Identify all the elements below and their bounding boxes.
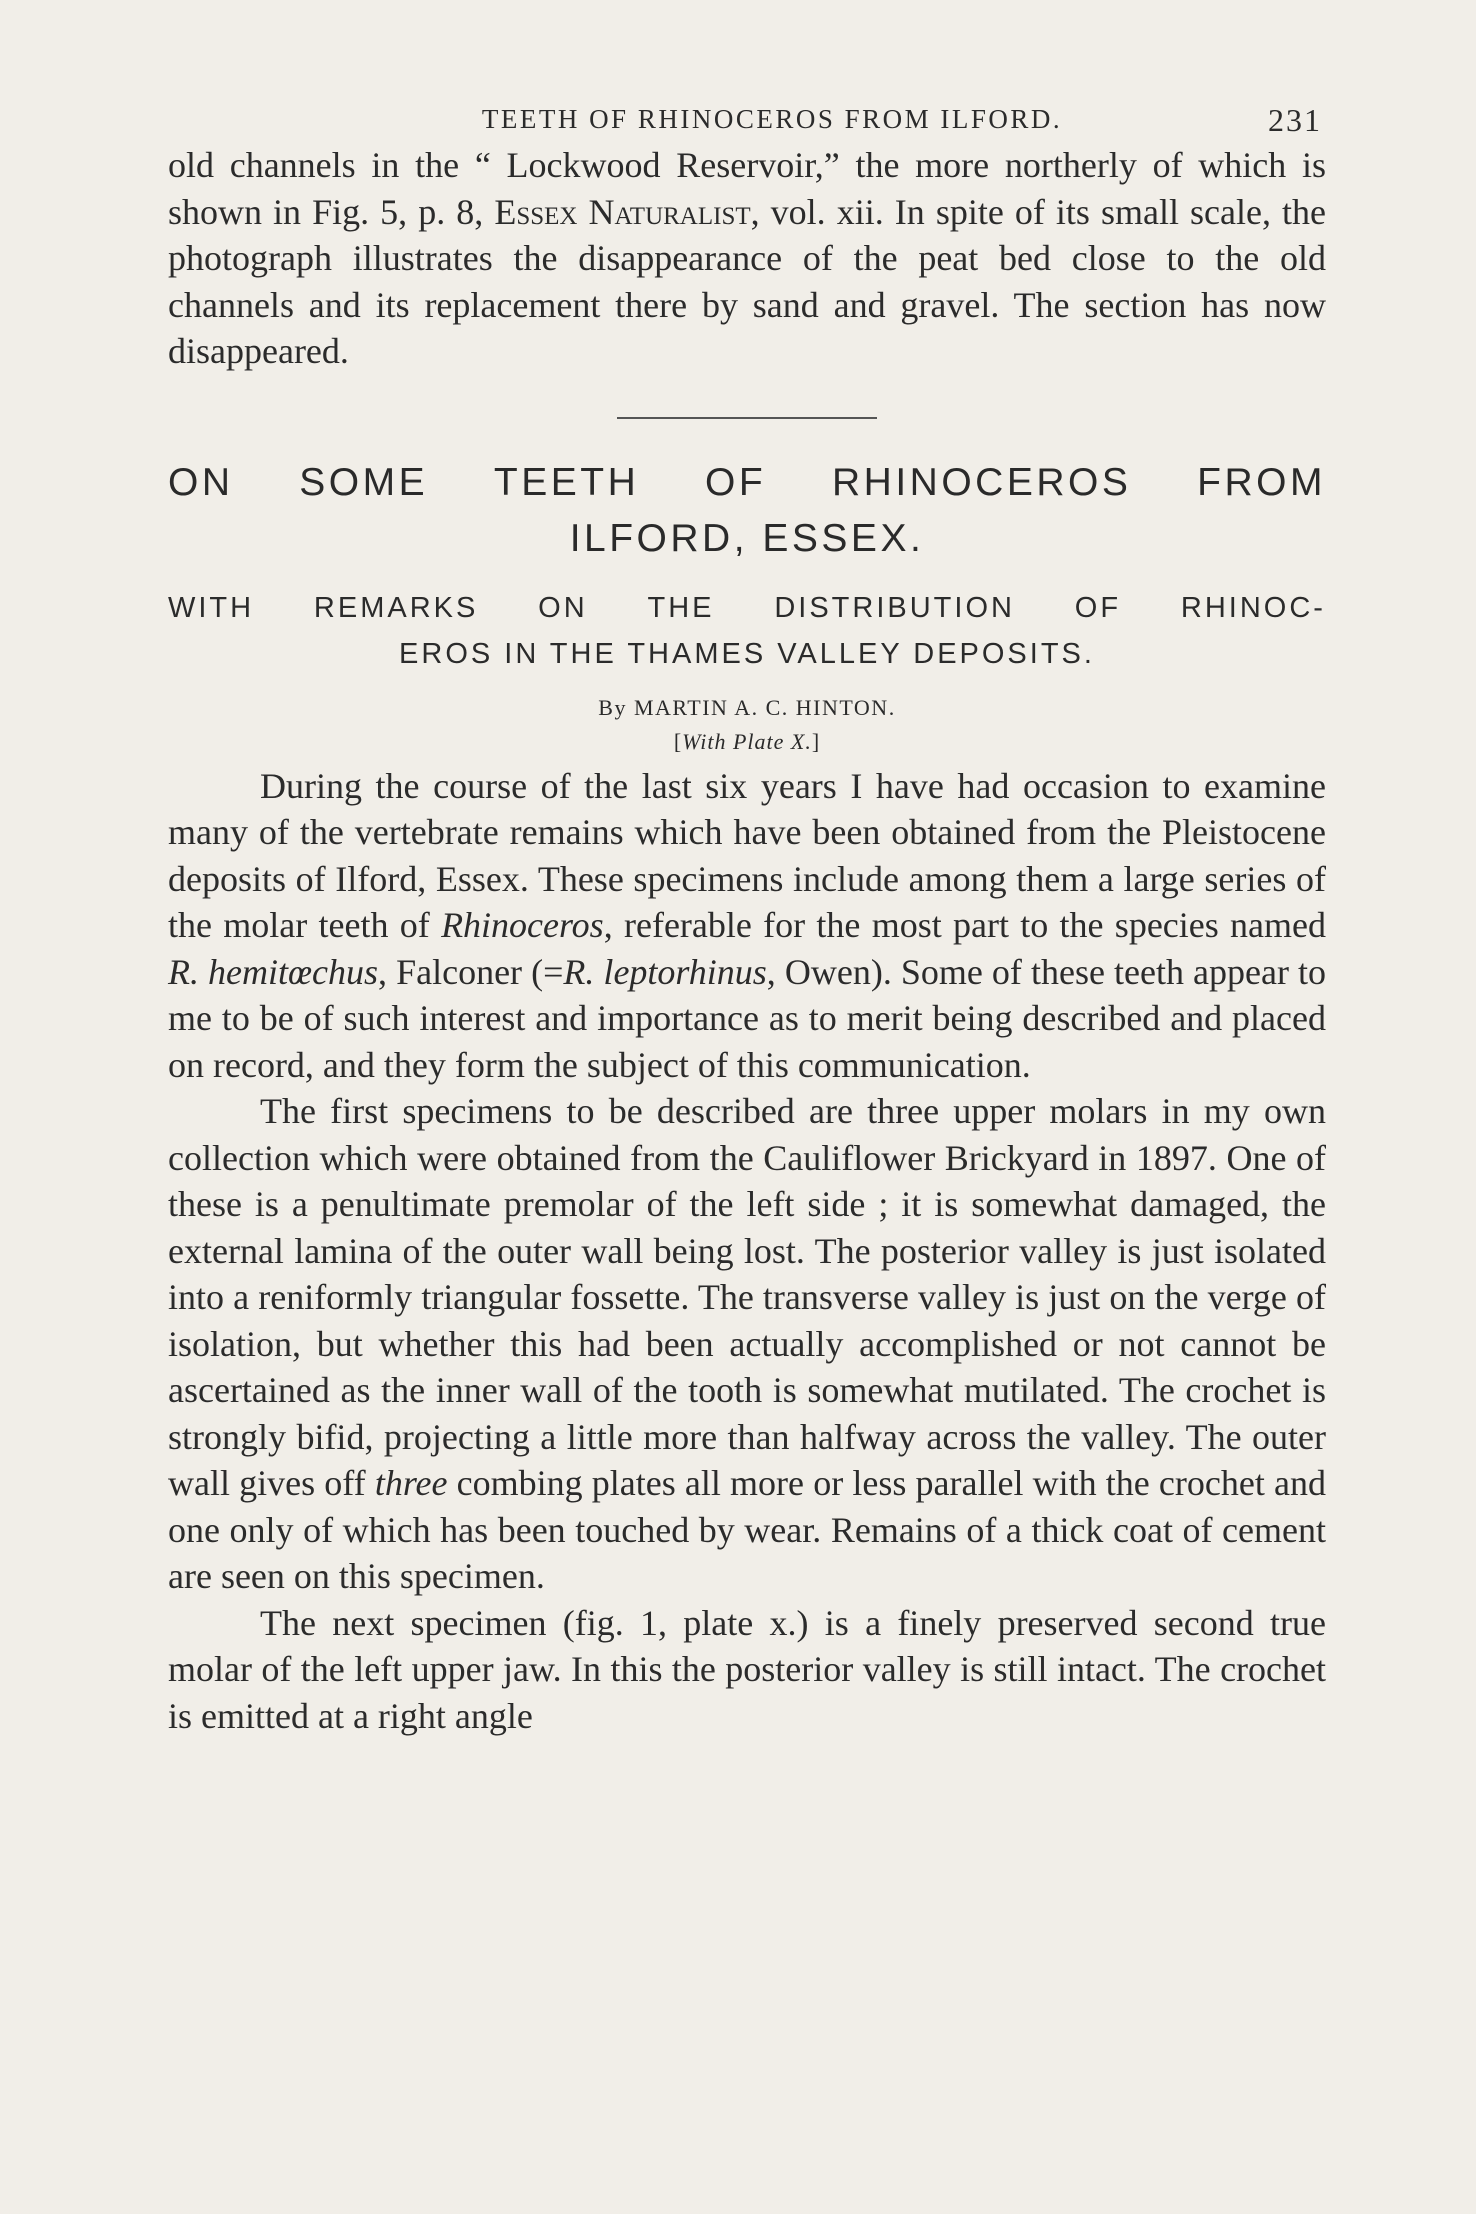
running-title: TEETH OF RHINOCEROS FROM ILFORD.	[481, 104, 1063, 134]
intro-paragraph	[168, 142, 1326, 375]
article-body	[168, 763, 1326, 1740]
plate-note-text: With Plate X.	[682, 728, 812, 754]
emphasis-three: three	[374, 1463, 448, 1503]
subtitle-line-1	[168, 585, 1326, 631]
subtitle-word: RHINOC-	[1180, 591, 1326, 624]
intro-line-2-end: , vol. xii.	[750, 191, 884, 232]
subtitle-word: REMARKS	[313, 591, 479, 624]
p1-text-b: , referable for the most part to the species named	[603, 905, 1327, 945]
plate-open-bracket: [	[673, 728, 683, 754]
journal-name: Essex Naturalist	[494, 191, 751, 232]
plate-close-bracket: ]	[811, 728, 821, 754]
paragraph-3: The next specimen (fig. 1, plate x.) is a finely preserved second true molar of the left upper jaw. In this the posterior valley is still intact. The crochet is emitted at a right angle	[168, 1602, 1326, 1736]
section-divider	[617, 417, 877, 419]
genus-name: Rhinoceros	[441, 905, 604, 945]
subtitle-word: DISTRIBUTION	[774, 591, 1015, 624]
p1-text-c: , Falconer (=	[378, 951, 564, 992]
intro-line-2: of which is shown in Fig. 5, p. 8,	[168, 145, 1327, 232]
article-subtitle	[168, 585, 1326, 677]
species-name-2: R. leptorhinus	[563, 951, 767, 992]
p2-text-b: combing plates all more or less parallel with the crochet and one only of which has been touched by wear. Remains of a thick coat of cement are seen on this specimen.	[168, 1463, 1327, 1596]
intro-line-1: old channels in the “ Lockwood Reservoir,” the more northerly	[168, 145, 1137, 185]
paragraph-1	[168, 763, 1326, 1089]
byline-prefix: By	[598, 694, 627, 720]
p2-text-a: The first specimens to be described are three upper molars in my own collection which were obtained from the Cauliflower Brickyard in 1897. One of these is a penultimate premolar of the left side ; it is somewhat damaged, the external lamina of the outer wall being lost. The posterior valley is just isolated into a reniformly triangular fossette. The transverse valley is just on the verge of isolation, but whether this had been actually accomplished or not cannot be ascertained as the inner wall of the tooth is somewhat mutilated. The crochet is strongly bifid, projecting a little more than halfway across the valley. The outer wall gives off	[168, 1091, 1326, 1503]
p1-text-a: During the course of the last six years I have had occasion to examine many of the vertebrate remains which have been obtained from the Pleistocene deposits of Ilford, Essex. These specimens include among them a large series of the molar teeth of	[168, 765, 1326, 945]
plate-note	[168, 725, 1326, 759]
title-word: FROM	[1197, 460, 1326, 504]
title-line-1	[168, 455, 1326, 511]
intro-text	[168, 142, 1326, 375]
running-head	[168, 98, 1326, 142]
subtitle-word: ON	[538, 591, 588, 624]
p1-text-d: , Owen). Some of these teeth appear to me to be of such interest and importance as to merit being described and placed on record, and they form the subject of this communication.	[168, 951, 1326, 1085]
title-word: TEETH	[493, 460, 640, 504]
author-name: MARTIN A. C. HINTON.	[633, 694, 896, 720]
byline	[168, 691, 1326, 725]
title-word: RHINOCEROS	[832, 460, 1132, 504]
article-title	[168, 455, 1326, 567]
title-word: OF	[705, 460, 767, 504]
title-line-2: ILFORD, ESSEX.	[569, 516, 925, 560]
subtitle-word: THE	[647, 591, 715, 624]
subtitle-word: WITH	[168, 591, 255, 624]
title-word: ON	[168, 460, 234, 504]
title-word: SOME	[299, 460, 429, 504]
subtitle-word: OF	[1074, 591, 1122, 624]
intro-line-rest: In spite of its small scale, the photograph illustrates the disappearance of the peat bed close to the old channels and its replacement there by sand and gravel. The section has now disappeared.	[168, 191, 1326, 371]
subtitle-line-2: EROS IN THE THAMES VALLEY DEPOSITS.	[399, 637, 1095, 670]
paragraph-2	[168, 1088, 1326, 1600]
page-number: 231	[1268, 102, 1322, 138]
species-name-1: R. hemitœchus	[168, 951, 379, 992]
